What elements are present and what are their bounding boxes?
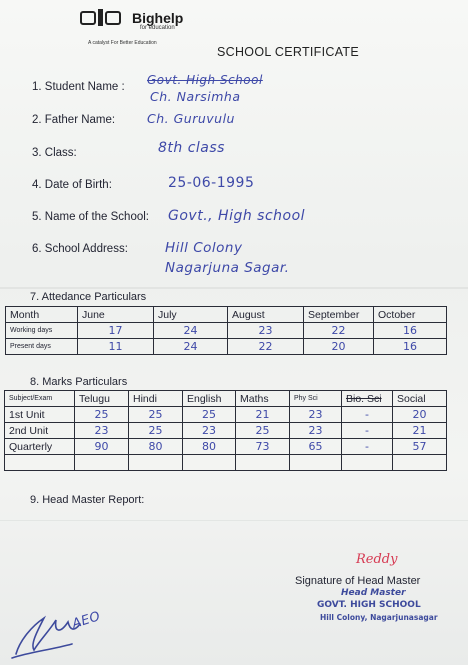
attendance-row-working bbox=[6, 323, 447, 339]
attendance-table bbox=[5, 306, 447, 355]
marks-col-header: Hindi bbox=[129, 391, 183, 407]
attendance-cell: 22 bbox=[228, 339, 304, 355]
attendance-col-header: September bbox=[304, 307, 374, 323]
attendance-col-header: June bbox=[78, 307, 154, 323]
stamp-line-school: GOVT. HIGH SCHOOL bbox=[317, 600, 421, 610]
head-master-signature: Reddy bbox=[356, 552, 398, 567]
officer-signature-scribble-icon bbox=[10, 600, 120, 662]
attendance-col-header: October bbox=[374, 307, 447, 323]
brand-name: Bighelp bbox=[132, 10, 184, 26]
paper-crease bbox=[0, 520, 468, 521]
father-name-label: 2. Father Name: bbox=[32, 114, 116, 126]
marks-cell: 25 bbox=[183, 407, 236, 423]
marks-row-quarterly bbox=[5, 439, 447, 455]
marks-cell: 21 bbox=[236, 407, 290, 423]
marks-cell: 23 bbox=[75, 423, 129, 439]
marks-cell: 80 bbox=[129, 439, 183, 455]
marks-empty-cell bbox=[129, 455, 183, 471]
marks-cell: 20 bbox=[393, 407, 447, 423]
marks-empty-cell bbox=[342, 455, 393, 471]
attendance-heading: 7. Attedance Particulars bbox=[30, 291, 147, 303]
marks-empty-cell bbox=[236, 455, 290, 471]
marks-cell: 23 bbox=[183, 423, 236, 439]
marks-col-header: English bbox=[183, 391, 236, 407]
marks-row-label: 1st Unit bbox=[5, 407, 75, 423]
marks-row-label: 2nd Unit bbox=[5, 423, 75, 439]
attendance-row-label: Working days bbox=[6, 323, 78, 339]
stamp-line-head-master: Head Master bbox=[341, 588, 406, 598]
stamp-line-address: Hill Colony, Nagarjunasagar bbox=[320, 613, 438, 622]
marks-header-row bbox=[5, 391, 447, 407]
attendance-header-row bbox=[6, 307, 447, 323]
attendance-cell: 24 bbox=[154, 339, 228, 355]
attendance-col-header: July bbox=[154, 307, 228, 323]
marks-cell: - bbox=[342, 423, 393, 439]
marks-col-header: Bio. Sci bbox=[342, 391, 393, 407]
marks-cell: 80 bbox=[183, 439, 236, 455]
marks-cell: 25 bbox=[236, 423, 290, 439]
attendance-cell: 11 bbox=[78, 339, 154, 355]
attendance-col-header: Month bbox=[6, 307, 78, 323]
paper-crease bbox=[0, 287, 468, 289]
marks-cell: 25 bbox=[129, 407, 183, 423]
marks-col-header: Maths bbox=[236, 391, 290, 407]
marks-heading: 8. Marks Particulars bbox=[30, 376, 128, 388]
marks-col-header: Social bbox=[393, 391, 447, 407]
marks-empty-cell bbox=[183, 455, 236, 471]
father-name-value: Ch. Guruvulu bbox=[147, 111, 235, 126]
attendance-cell: 24 bbox=[154, 323, 228, 339]
student-name-struck: Govt. High School bbox=[147, 73, 263, 87]
marks-empty-cell bbox=[290, 455, 342, 471]
class-label: 3. Class: bbox=[32, 147, 77, 159]
marks-row-unit2 bbox=[5, 423, 447, 439]
brand-subtitle: for education bbox=[140, 25, 175, 31]
marks-cell: 23 bbox=[290, 423, 342, 439]
marks-cell: - bbox=[342, 407, 393, 423]
attendance-cell: 16 bbox=[374, 339, 447, 355]
marks-cell: 25 bbox=[75, 407, 129, 423]
school-address-line2: Nagarjuna Sagar. bbox=[165, 260, 290, 276]
attendance-cell: 20 bbox=[304, 339, 374, 355]
student-name-label: 1. Student Name : bbox=[32, 81, 125, 93]
certificate-title: SCHOOL CERTIFICATE bbox=[217, 45, 359, 59]
bighelp-logo-icon bbox=[80, 9, 130, 27]
attendance-row-present bbox=[6, 339, 447, 355]
marks-empty-cell bbox=[393, 455, 447, 471]
marks-col-header: Telugu bbox=[75, 391, 129, 407]
marks-cell: - bbox=[342, 439, 393, 455]
class-value: 8th class bbox=[158, 140, 225, 156]
marks-empty-cell bbox=[75, 455, 129, 471]
marks-cell: 73 bbox=[236, 439, 290, 455]
school-name-label: 5. Name of the School: bbox=[32, 211, 149, 223]
marks-row-empty bbox=[5, 455, 447, 471]
marks-empty-cell bbox=[5, 455, 75, 471]
marks-cell: 90 bbox=[75, 439, 129, 455]
school-name-value: Govt., High school bbox=[168, 208, 306, 224]
marks-cell: 23 bbox=[290, 407, 342, 423]
attendance-cell: 17 bbox=[78, 323, 154, 339]
attendance-row-label: Present days bbox=[6, 339, 78, 355]
marks-cell: 25 bbox=[129, 423, 183, 439]
attendance-cell: 16 bbox=[374, 323, 447, 339]
head-master-report-heading: 9. Head Master Report: bbox=[30, 494, 145, 506]
marks-col-header: Phy Sci bbox=[290, 391, 342, 407]
officer-initials: AEO bbox=[70, 608, 103, 633]
school-address-line1: Hill Colony bbox=[165, 240, 243, 256]
dob-label: 4. Date of Birth: bbox=[32, 179, 112, 191]
marks-cell: 65 bbox=[290, 439, 342, 455]
attendance-cell: 23 bbox=[228, 323, 304, 339]
attendance-cell: 22 bbox=[304, 323, 374, 339]
student-name-value: Ch. Narsimha bbox=[150, 89, 241, 104]
brand-tagline: A catalyst For Better Education bbox=[88, 40, 157, 46]
school-address-label: 6. School Address: bbox=[32, 243, 128, 255]
marks-col-header: Subject/Exam bbox=[5, 391, 75, 407]
marks-row-label: Quarterly bbox=[5, 439, 75, 455]
marks-cell: 57 bbox=[393, 439, 447, 455]
marks-row-unit1 bbox=[5, 407, 447, 423]
signature-label: Signature of Head Master bbox=[295, 575, 421, 587]
attendance-col-header: August bbox=[228, 307, 304, 323]
marks-table bbox=[4, 390, 447, 471]
marks-cell: 21 bbox=[393, 423, 447, 439]
dob-value: 25-06-1995 bbox=[168, 175, 255, 191]
